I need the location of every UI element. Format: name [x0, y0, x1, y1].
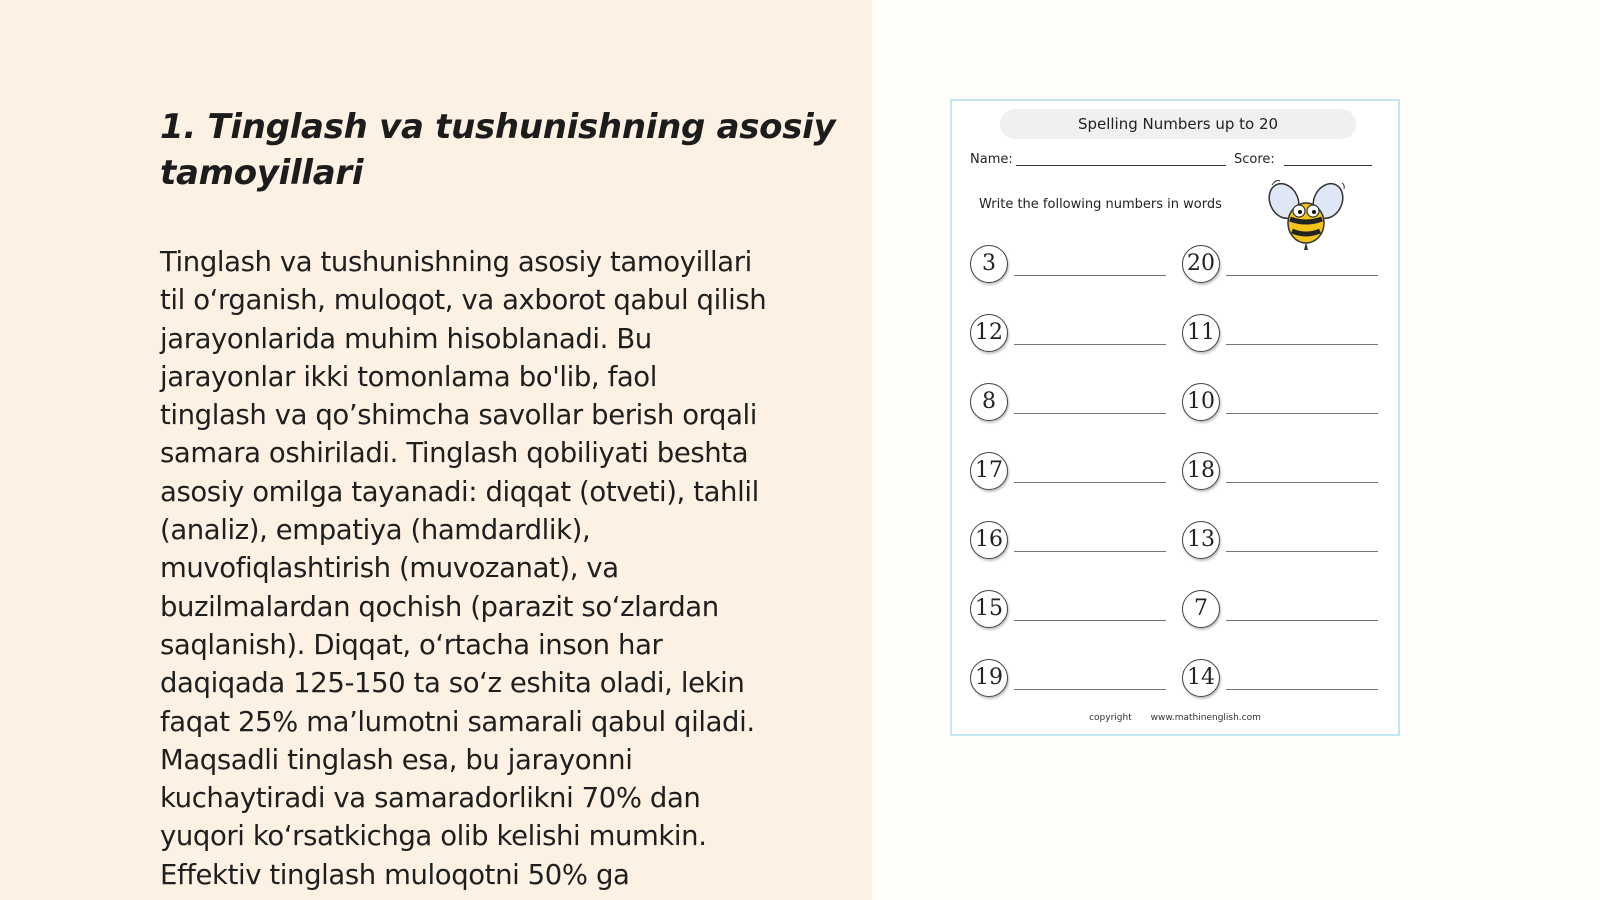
answer-line[interactable]	[1014, 620, 1166, 621]
body-line: Effektiv tinglash muloqotni 50% ga	[160, 858, 630, 891]
number-circle: 3	[970, 245, 1008, 283]
number-item	[970, 590, 1170, 634]
number-circle: 14	[1182, 659, 1220, 697]
body-line: jarayonlar ikki tomonlama bo'lib, faol	[160, 360, 657, 393]
number-circle: 11	[1182, 314, 1220, 352]
number-item	[1182, 245, 1382, 289]
number-circle: 13	[1182, 521, 1220, 559]
number-item	[1182, 314, 1382, 358]
number-circle: 17	[970, 452, 1008, 490]
body-line: daqiqada 125-150 ta so‘z eshita oladi, lekin	[160, 667, 745, 700]
score-line	[1284, 165, 1372, 166]
number-item	[970, 521, 1170, 565]
number-item	[970, 245, 1170, 289]
answer-line[interactable]	[1226, 551, 1378, 552]
number-item	[1182, 521, 1382, 565]
body-line: samara oshiriladi. Tinglash qobiliyati beshta	[160, 437, 749, 470]
footer-site: www.mathinenglish.com	[1150, 713, 1261, 723]
body-line: til o‘rganish, muloqot, va axborot qabul qilish	[160, 284, 767, 317]
number-circle: 12	[970, 314, 1008, 352]
body-line: Maqsadli tinglash esa, bu jarayonni	[160, 743, 633, 776]
name-label: Name:	[970, 152, 1013, 167]
number-item	[1182, 659, 1382, 703]
body-line: jarayonlarida muhim hisoblanadi. Bu	[160, 322, 652, 355]
worksheet-footer	[952, 713, 1398, 723]
number-item	[1182, 590, 1382, 634]
answer-line[interactable]	[1226, 275, 1378, 276]
number-circle: 10	[1182, 383, 1220, 421]
slide-heading: 1. Tinglash va tushunishning asosiy tamoyillari	[160, 107, 836, 193]
answer-line[interactable]	[1226, 344, 1378, 345]
answer-line[interactable]	[1014, 344, 1166, 345]
answer-line[interactable]	[1226, 689, 1378, 690]
number-circle: 8	[970, 383, 1008, 421]
body-line: (analiz), empatiya (hamdardlik),	[160, 514, 591, 547]
number-item	[970, 659, 1170, 703]
body-line: buzilmalardan qochish (parazit so‘zlardan	[160, 590, 719, 623]
worksheet-instruction: Write the following numbers in words	[979, 197, 1222, 212]
body-line: kuchaytiradi va samaradorlikni 70% dan	[160, 782, 701, 815]
number-circle: 7	[1182, 590, 1220, 628]
answer-line[interactable]	[1014, 413, 1166, 414]
answer-line[interactable]	[1226, 413, 1378, 414]
body-line: tinglash va qo’shimcha savollar berish orqali	[160, 399, 758, 432]
name-line	[1016, 165, 1226, 166]
number-circle: 19	[970, 659, 1008, 697]
number-item	[970, 383, 1170, 427]
body-line: muvofiqlashtirish (muvozanat), va	[160, 552, 619, 585]
body-line: Tinglash va tushunishning asosiy tamoyillari	[160, 246, 752, 278]
answer-line[interactable]	[1226, 620, 1378, 621]
number-item	[1182, 383, 1382, 427]
answer-line[interactable]	[1014, 275, 1166, 276]
answer-line[interactable]	[1226, 482, 1378, 483]
answer-line[interactable]	[1014, 689, 1166, 690]
worksheet-name-score-row	[970, 149, 1386, 171]
bee-icon	[1262, 175, 1352, 255]
body-line: asosiy omilga tayanadi: diqqat (otveti), tahlil	[160, 475, 759, 508]
number-item	[1182, 452, 1382, 496]
number-circle: 15	[970, 590, 1008, 628]
worksheet-title: Spelling Numbers up to 20	[1000, 109, 1356, 139]
number-item	[970, 452, 1170, 496]
body-paragraph	[160, 243, 850, 894]
number-circle: 18	[1182, 452, 1220, 490]
body-line: yuqori ko‘rsatkichga olib kelishi mumkin.	[160, 820, 707, 853]
answer-line[interactable]	[1014, 482, 1166, 483]
number-circle: 16	[970, 521, 1008, 559]
footer-copyright: copyright	[1089, 713, 1132, 723]
body-line: faqat 25% ma’lumotni samarali qabul qiladi.	[160, 705, 755, 738]
score-label: Score:	[1234, 152, 1275, 167]
body-line: saqlanish). Diqqat, o‘rtacha inson har	[160, 628, 663, 661]
number-item	[970, 314, 1170, 358]
answer-line[interactable]	[1014, 551, 1166, 552]
worksheet-image	[950, 99, 1400, 736]
number-circle: 20	[1182, 245, 1220, 283]
